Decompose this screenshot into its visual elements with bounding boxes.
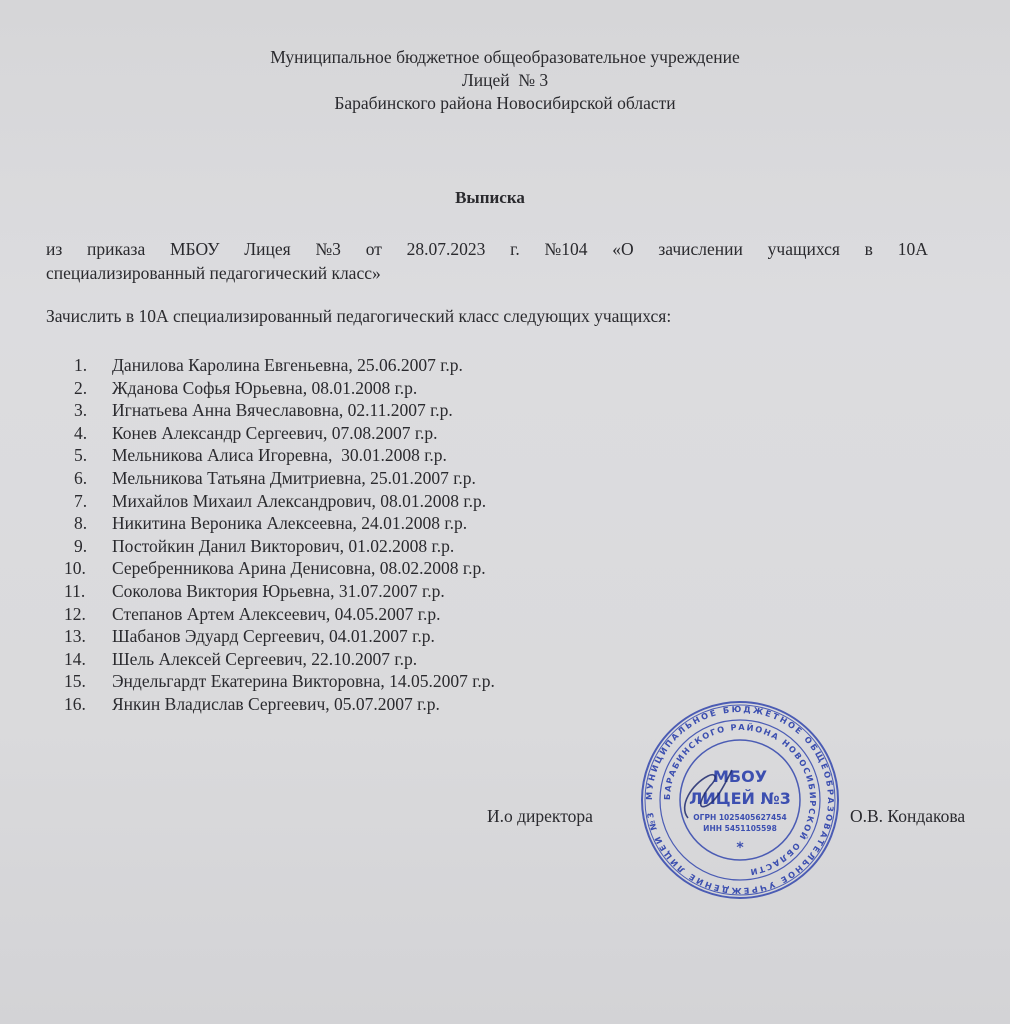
student-list-item xyxy=(64,580,495,603)
institution-header xyxy=(0,46,1010,115)
order-reference-line-1 xyxy=(46,237,928,261)
student-list-item xyxy=(64,670,495,693)
student-entry: Конев Александр Сергеевич, 07.08.2007 г.р. xyxy=(112,422,438,443)
student-number: 5. xyxy=(74,445,88,466)
student-number: 10. xyxy=(64,558,86,579)
order-reference-word: 10А xyxy=(897,239,928,259)
order-reference-word: «О xyxy=(612,239,634,259)
student-list-item xyxy=(64,512,495,535)
student-number: 15. xyxy=(64,671,86,692)
student-number: 9. xyxy=(74,535,88,556)
student-entry: Эндельгардт Екатерина Викторовна, 14.05.2007 г.р. xyxy=(112,671,495,692)
order-reference-line-2: специализированный педагогический класс» xyxy=(46,263,381,283)
student-list-item xyxy=(64,467,495,490)
student-number: 7. xyxy=(74,490,88,511)
student-number: 14. xyxy=(64,648,86,669)
student-list-item xyxy=(64,693,495,716)
student-number: 8. xyxy=(74,513,88,534)
student-number: 1. xyxy=(74,355,88,375)
student-list-item xyxy=(64,557,495,580)
student-entry: Шабанов Эдуард Сергеевич, 04.01.2007 г.р. xyxy=(112,626,435,647)
student-entry: Степанов Артем Алексеевич, 04.05.2007 г.р. xyxy=(112,603,441,624)
enroll-statement: Зачислить в 10А специализированный педагогический класс следующих учащихся: xyxy=(46,306,672,326)
signer-role: И.о директора xyxy=(487,806,593,826)
stamp-outer-ring-text: МУНИЦИПАЛЬНОЕ БЮДЖЕТНОЕ ОБЩЕОБРАЗОВАТЕЛЬНОЕ УЧРЕЖДЕНИЕ ЛИЦЕЙ №3 xyxy=(643,703,837,897)
stamp-star-icon: * xyxy=(736,840,744,856)
student-entry: Никитина Вероника Алексеевна, 24.01.2008 г.р. xyxy=(112,513,468,534)
stamp-center-line-2: ЛИЦЕЙ №3 xyxy=(689,789,791,808)
student-list-item xyxy=(64,399,495,422)
student-list-item xyxy=(64,603,495,626)
stamp-center-line-1: МБОУ xyxy=(712,767,768,786)
order-reference-word: МБОУ xyxy=(169,239,220,259)
student-entry: Мельникова Татьяна Дмитриевна, 25.01.2007 г.р. xyxy=(112,467,476,488)
student-entry: Янкин Владислав Сергеевич, 05.07.2007 г.р. xyxy=(112,693,440,714)
order-reference-word: приказа xyxy=(87,239,146,259)
student-entry: Михайлов Михаил Александрович, 08.01.2008 г.р. xyxy=(112,490,487,511)
stamp-ogrn: ОГРН 1025405627454 xyxy=(693,813,787,822)
order-reference-word: в xyxy=(864,239,873,259)
order-reference-word: от xyxy=(365,239,382,259)
signer-name: О.В. Кондакова xyxy=(850,806,966,826)
student-list-item xyxy=(64,490,495,513)
student-list-item xyxy=(64,444,495,467)
order-reference-word: зачислении xyxy=(658,239,743,259)
student-entry: Жданова Софья Юрьевна, 08.01.2008 г.р. xyxy=(112,377,418,398)
order-reference-word: Лицея xyxy=(244,239,291,259)
student-entry: Мельникова Алиса Игоревна, 30.01.2008 г.р. xyxy=(112,445,447,466)
student-list-item xyxy=(64,625,495,648)
order-reference-word: из xyxy=(46,239,63,259)
students-list xyxy=(64,354,495,716)
student-number: 4. xyxy=(74,422,88,443)
student-number: 12. xyxy=(64,603,86,624)
student-list-item xyxy=(64,648,495,671)
stamp-inner-ring-text: БАРАБИНСКОГО РАЙОНА НОВОСИБИРСКОЙ ОБЛАСТИ xyxy=(661,721,819,878)
header-line-2: Лицей № 3 xyxy=(461,70,549,90)
official-stamp xyxy=(640,700,840,900)
student-list-item xyxy=(64,422,495,445)
student-number: 11. xyxy=(64,580,86,601)
student-number: 16. xyxy=(64,693,86,714)
student-number: 6. xyxy=(74,467,88,488)
student-entry: Игнатьева Анна Вячеславовна, 02.11.2007 г.р. xyxy=(112,400,453,421)
student-number: 13. xyxy=(64,626,86,647)
order-reference-word: №3 xyxy=(315,239,341,259)
document-title: Выписка xyxy=(455,188,525,207)
header-line-3: Барабинского района Новосибирской области xyxy=(334,93,676,113)
order-reference-word: г. xyxy=(510,239,520,259)
order-reference-word: №104 xyxy=(544,239,588,259)
stamp-inn: ИНН 5451105598 xyxy=(703,824,777,833)
header-line-1: Муниципальное бюджетное общеобразовательное учреждение xyxy=(270,47,740,67)
student-number: 3. xyxy=(74,400,88,421)
student-list-item xyxy=(64,354,495,377)
student-entry: Серебренникова Арина Денисовна, 08.02.2008 г.р. xyxy=(112,558,486,579)
student-entry: Соколова Виктория Юрьевна, 31.07.2007 г.р. xyxy=(112,580,445,601)
student-list-item xyxy=(64,535,495,558)
order-reference xyxy=(46,237,928,285)
student-entry: Шель Алексей Сергеевич, 22.10.2007 г.р. xyxy=(112,648,418,669)
order-reference-word: учащихся xyxy=(767,239,840,259)
student-entry: Постойкин Данил Викторович, 01.02.2008 г.р. xyxy=(112,535,455,556)
student-list-item xyxy=(64,377,495,400)
student-number: 2. xyxy=(74,377,88,398)
student-entry: Данилова Каролина Евгеньевна, 25.06.2007 г.р. xyxy=(112,355,463,375)
order-reference-word: 28.07.2023 xyxy=(406,239,486,259)
